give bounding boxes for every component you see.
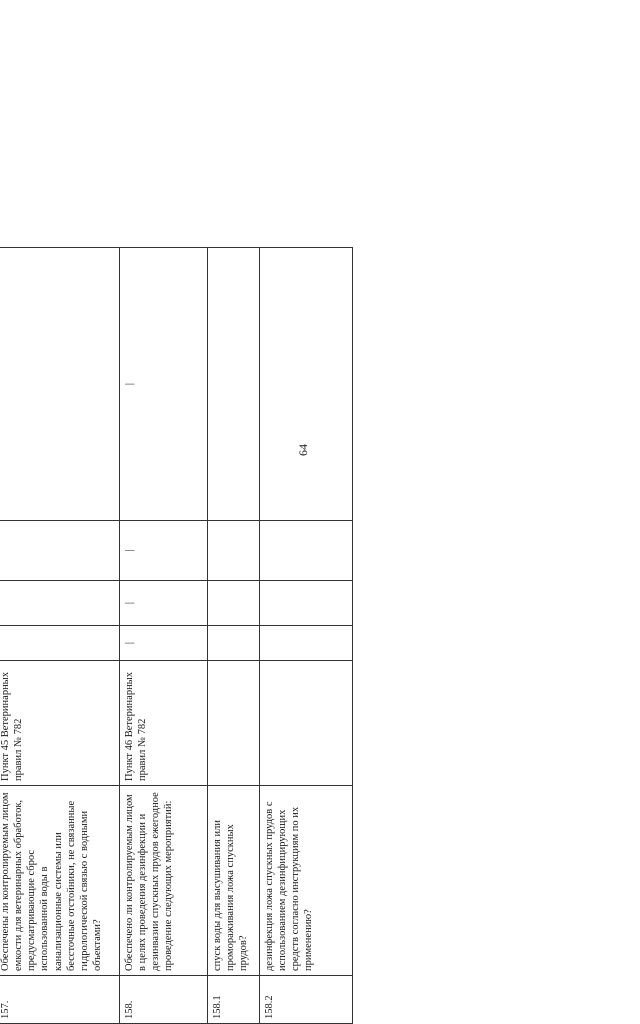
answer-yes-cell bbox=[260, 626, 353, 661]
reference-text bbox=[208, 661, 260, 786]
question-text: дезинфекция ложа спускных прудов с использованием дезинфицирующих средств согласно инструкциям по их применению? bbox=[260, 786, 353, 976]
reference-text: Пункт 46 Ветеринарных правил № 782 bbox=[120, 661, 208, 786]
reference-text bbox=[260, 661, 353, 786]
question-text: Обеспечены ли контролируемым лицом емкости для ветеринарных обработок, предусматривающие сброс использованной воды в канализационные системы или бессточные отстойники, не связанные гидрологической связью с водными объектами? bbox=[0, 786, 120, 976]
question-text: Обеспечено ли контролируемым лицом в целях проведения дезинфекции и дезинвазии спускных прудов ежегодное проведение следующих мероприятий: bbox=[120, 786, 208, 976]
page-number: 64 bbox=[296, 444, 310, 456]
checklist-table-wrapper bbox=[0, 248, 352, 1024]
question-text: спуск воды для высушивания или промораживания ложа спускных прудов? bbox=[208, 786, 260, 976]
answer-yes-cell bbox=[0, 626, 120, 661]
answer-yes-cell: | bbox=[120, 626, 208, 661]
row-number: 158.1 bbox=[208, 976, 260, 1024]
note-cell: | bbox=[120, 248, 208, 521]
note-cell bbox=[0, 248, 120, 521]
row-number: 158.2 bbox=[260, 976, 353, 1024]
answer-no-cell bbox=[208, 581, 260, 626]
answer-na-cell bbox=[260, 521, 353, 581]
answer-na-cell bbox=[0, 521, 120, 581]
note-cell bbox=[208, 248, 260, 521]
table-row bbox=[0, 248, 120, 1024]
answer-na-cell bbox=[208, 521, 260, 581]
table-row bbox=[208, 248, 260, 1024]
answer-na-cell: | bbox=[120, 521, 208, 581]
table-row bbox=[120, 248, 208, 1024]
note-cell bbox=[260, 248, 353, 521]
checklist-table bbox=[0, 247, 353, 1024]
row-number: 157. bbox=[0, 976, 120, 1024]
row-number: 158. bbox=[120, 976, 208, 1024]
reference-text: Пункт 45 Ветеринарных правил № 782 bbox=[0, 661, 120, 786]
answer-no-cell bbox=[0, 581, 120, 626]
answer-no-cell bbox=[260, 581, 353, 626]
table-row bbox=[260, 248, 353, 1024]
answer-no-cell: | bbox=[120, 581, 208, 626]
answer-yes-cell bbox=[208, 626, 260, 661]
